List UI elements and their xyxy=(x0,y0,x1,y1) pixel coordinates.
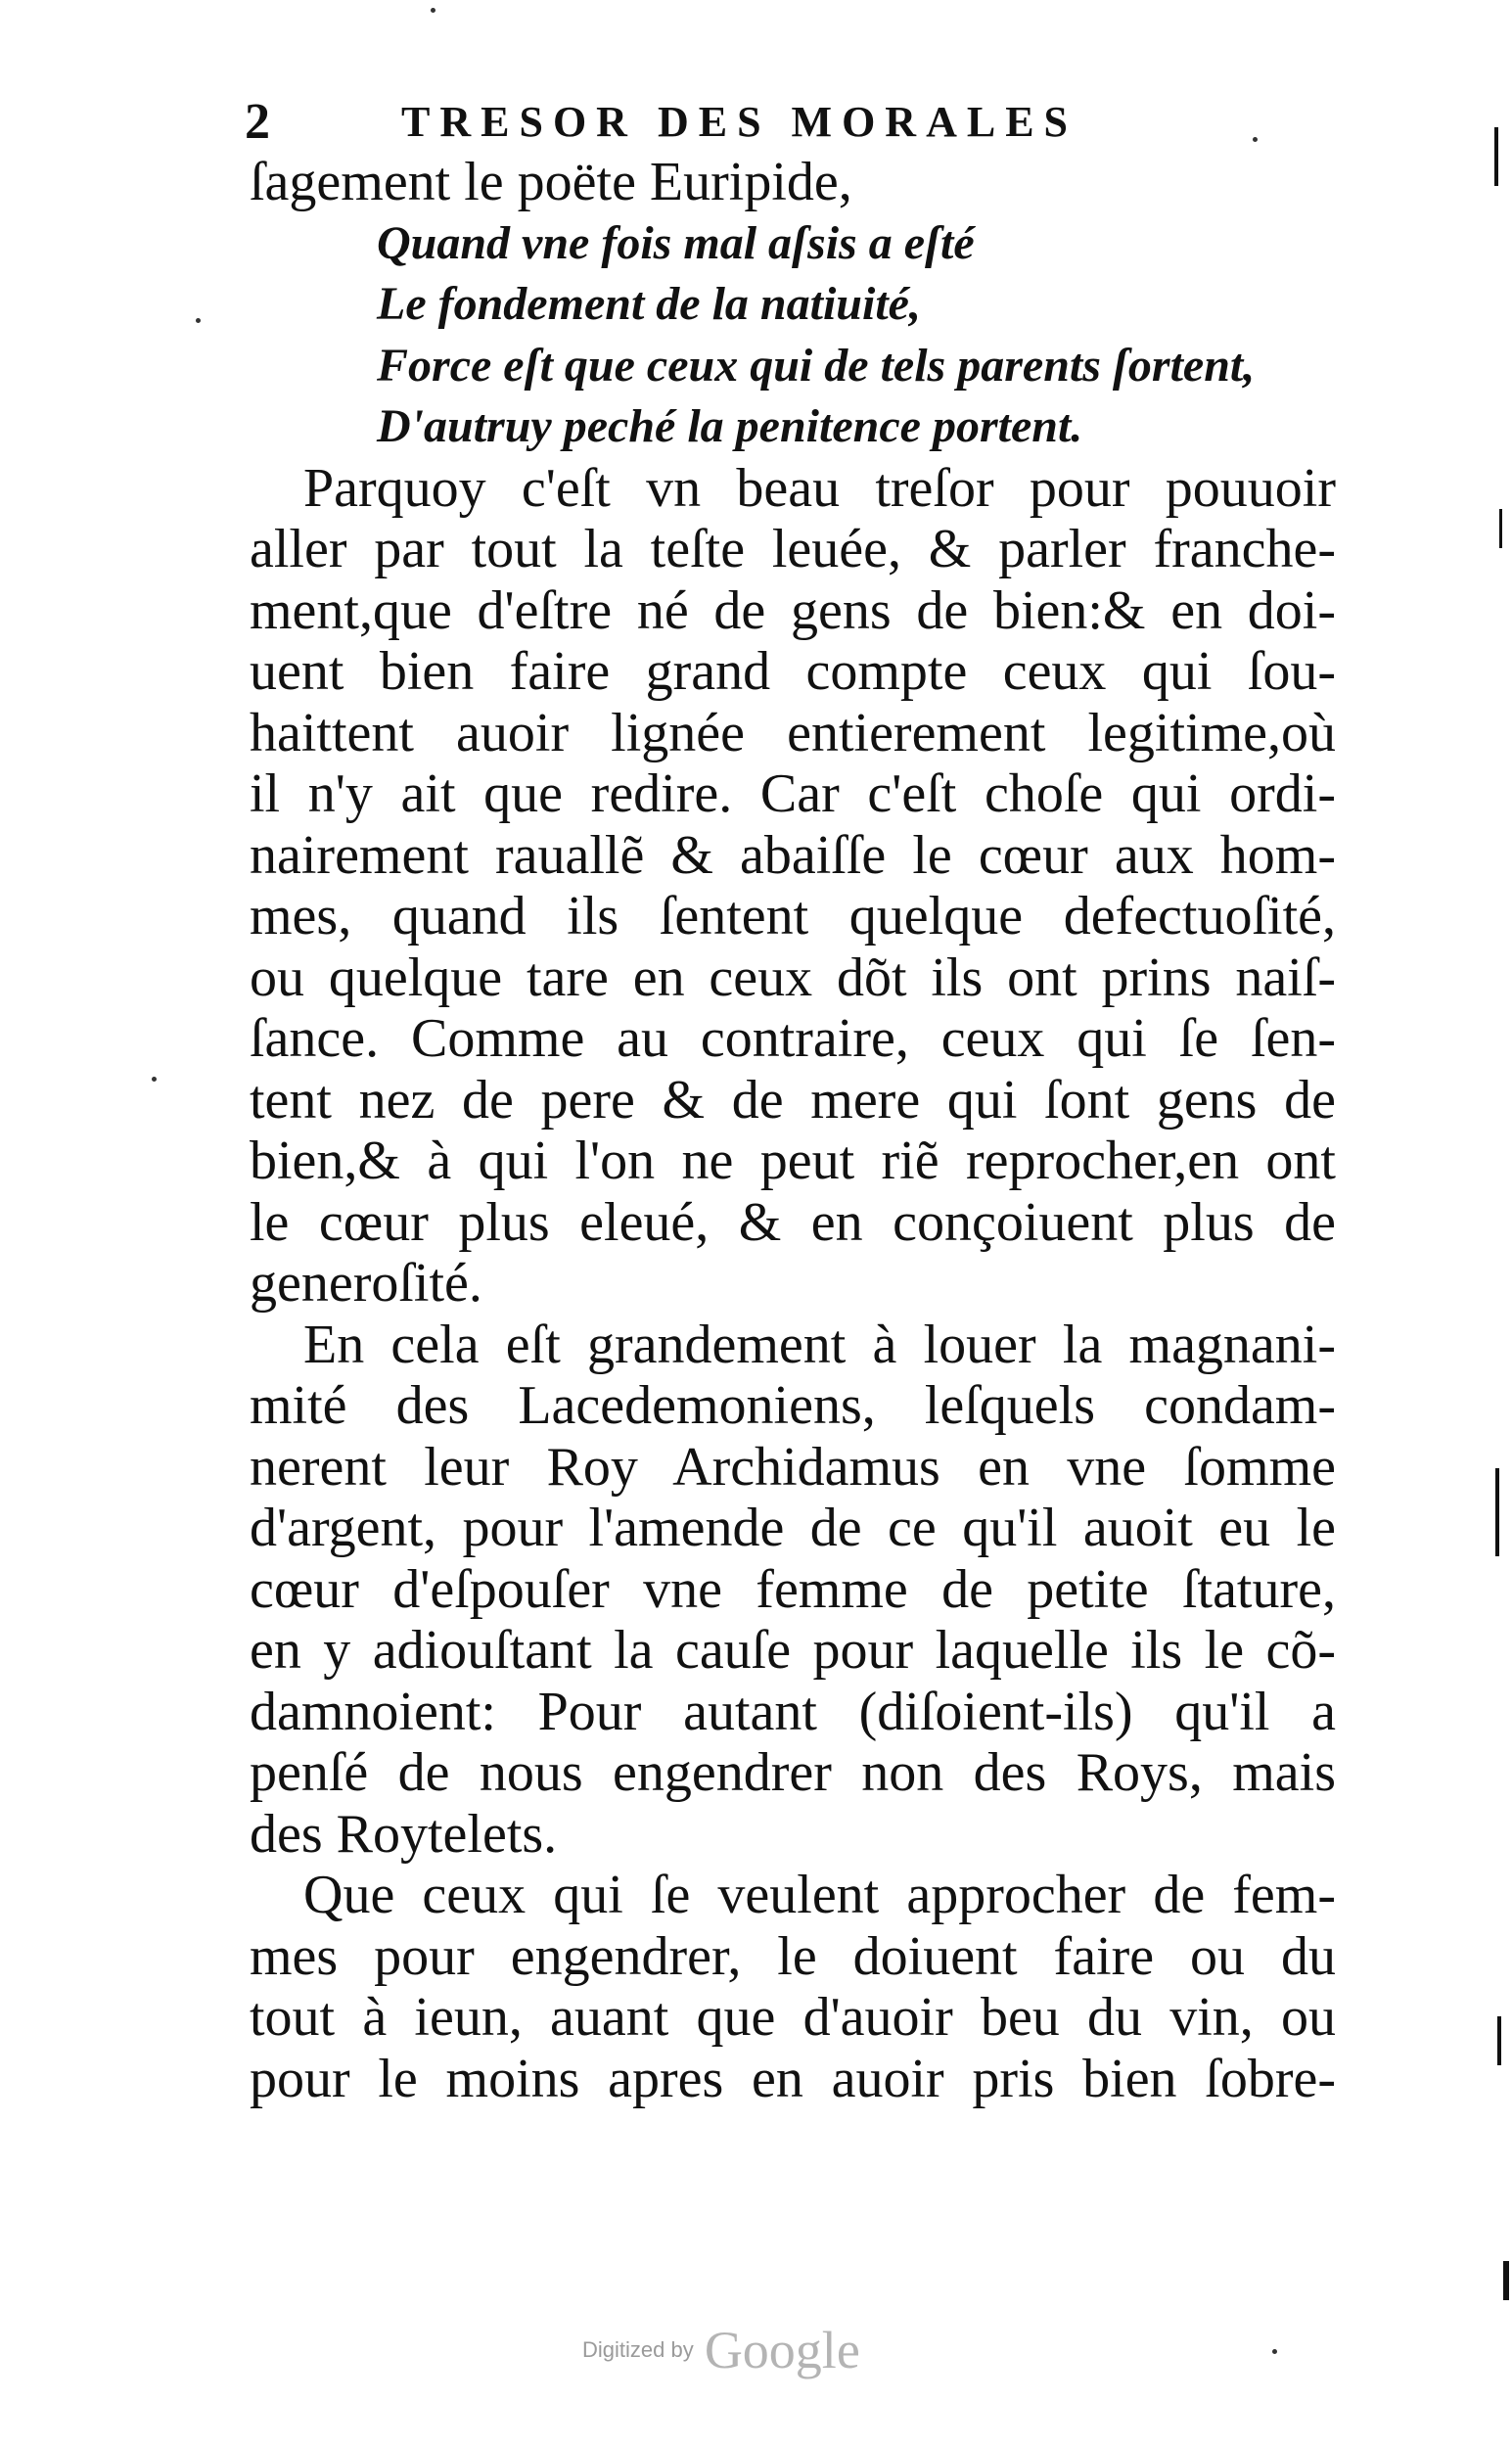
paragraph-1-line: haittent auoir lignée entierement legitime,où xyxy=(250,702,1336,763)
digitized-by-google-watermark xyxy=(582,2320,860,2378)
paragraph-1-line: aller par tout la teſte leuée, & parler franche- xyxy=(250,519,1336,579)
intro-line: ſagement le poëte Euripide, xyxy=(250,152,852,212)
google-logo: Google xyxy=(704,2321,860,2379)
watermark-prefix: Digitized by xyxy=(582,2337,694,2362)
verse-line: Force eſt que ceux qui de tels parents ſortent, xyxy=(377,339,1256,392)
paragraph-2-line: d'argent, pour l'amende de ce qu'il auoit eu le xyxy=(250,1498,1336,1558)
running-head: TRESOR DES MORALES xyxy=(401,98,1078,146)
paragraph-1-line: generoſité. xyxy=(250,1253,482,1314)
verse-line: Le fondement de la natiuité, xyxy=(377,278,921,330)
paragraph-1-line: Parquoy c'eſt vn beau treſor pour pouuoir xyxy=(303,457,1336,519)
ink-speck xyxy=(1272,2349,1277,2354)
page-header xyxy=(245,93,1341,152)
paragraph-2-line: nerent leur Roy Archidamus en vne ſomme xyxy=(250,1436,1336,1498)
ink-speck xyxy=(152,1077,157,1082)
paragraph-1-line: bien,& à qui l'on ne peut riẽ reprocher,en ont xyxy=(250,1131,1336,1191)
text-block xyxy=(250,152,1336,2109)
verse-line: Quand vne fois mal aſsis a eſté xyxy=(377,216,975,269)
paragraph-3-line: tout à ieun, auant que d'auoir beu du vin, ou xyxy=(250,1987,1336,2048)
paragraph-2-line: des Roytelets. xyxy=(250,1803,558,1865)
paragraph-2-line: En cela eſt grandement à louer la magnani- xyxy=(303,1314,1336,1375)
ink-speck xyxy=(196,318,201,323)
paragraph-1-line: uent bien faire grand compte ceux qui ſou- xyxy=(250,641,1336,702)
paragraph-1-line: ou quelque tare en ceux dõt ils ont prins naiſ- xyxy=(250,946,1336,1008)
paragraph-3-line: Que ceux qui ſe veulent approcher de fem- xyxy=(303,1865,1336,1925)
paragraph-1-line: mes, quand ils ſentent quelque defectuoſité, xyxy=(250,886,1336,946)
paragraph-2-line: penſé de nous engendrer non des Roys, mais xyxy=(250,1742,1336,1803)
right-edge-mark xyxy=(1499,509,1502,548)
verse-line: D'autruy peché la penitence portent. xyxy=(377,400,1083,452)
right-edge-mark xyxy=(1495,1468,1499,1556)
ink-speck xyxy=(431,8,435,13)
paragraph-1-line: ſance. Comme au contraire, ceux qui ſe ſen- xyxy=(250,1008,1336,1069)
right-edge-mark xyxy=(1503,2261,1509,2300)
paragraph-1-line: le cœur plus eleué, & en conçoiuent plus de xyxy=(250,1191,1336,1253)
paragraph-2-line: en y adiouſtant la cauſe pour laquelle ils le cõ- xyxy=(250,1620,1336,1681)
paragraph-1-line: il n'y ait que redire. Car c'eſt choſe qui ordi- xyxy=(250,763,1336,824)
paragraph-1-line: nairement rauallẽ & abaiſſe le cœur aux hom- xyxy=(250,824,1336,886)
paragraph-2-line: cœur d'eſpouſer vne femme de petite ſtature, xyxy=(250,1558,1336,1620)
paragraph-1-line: tent nez de pere & de mere qui ſont gens de xyxy=(250,1069,1336,1131)
paragraph-3-line: pour le moins apres en auoir pris bien ſobre- xyxy=(250,2048,1336,2109)
paragraph-3-line: mes pour engendrer, le doiuent faire ou du xyxy=(250,1925,1336,1987)
paragraph-2-line: mité des Lacedemoniens, leſquels condam- xyxy=(250,1375,1336,1436)
paragraph-1-line: ment,que d'eſtre né de gens de bien:& en doi- xyxy=(250,579,1336,641)
paragraph-2-line: damnoient: Pour autant (diſoient-ils) qu'il a xyxy=(250,1681,1336,1742)
ink-speck xyxy=(1253,137,1258,142)
page-number: 2 xyxy=(245,94,270,150)
right-edge-mark xyxy=(1494,127,1498,186)
right-edge-mark xyxy=(1497,2016,1501,2065)
